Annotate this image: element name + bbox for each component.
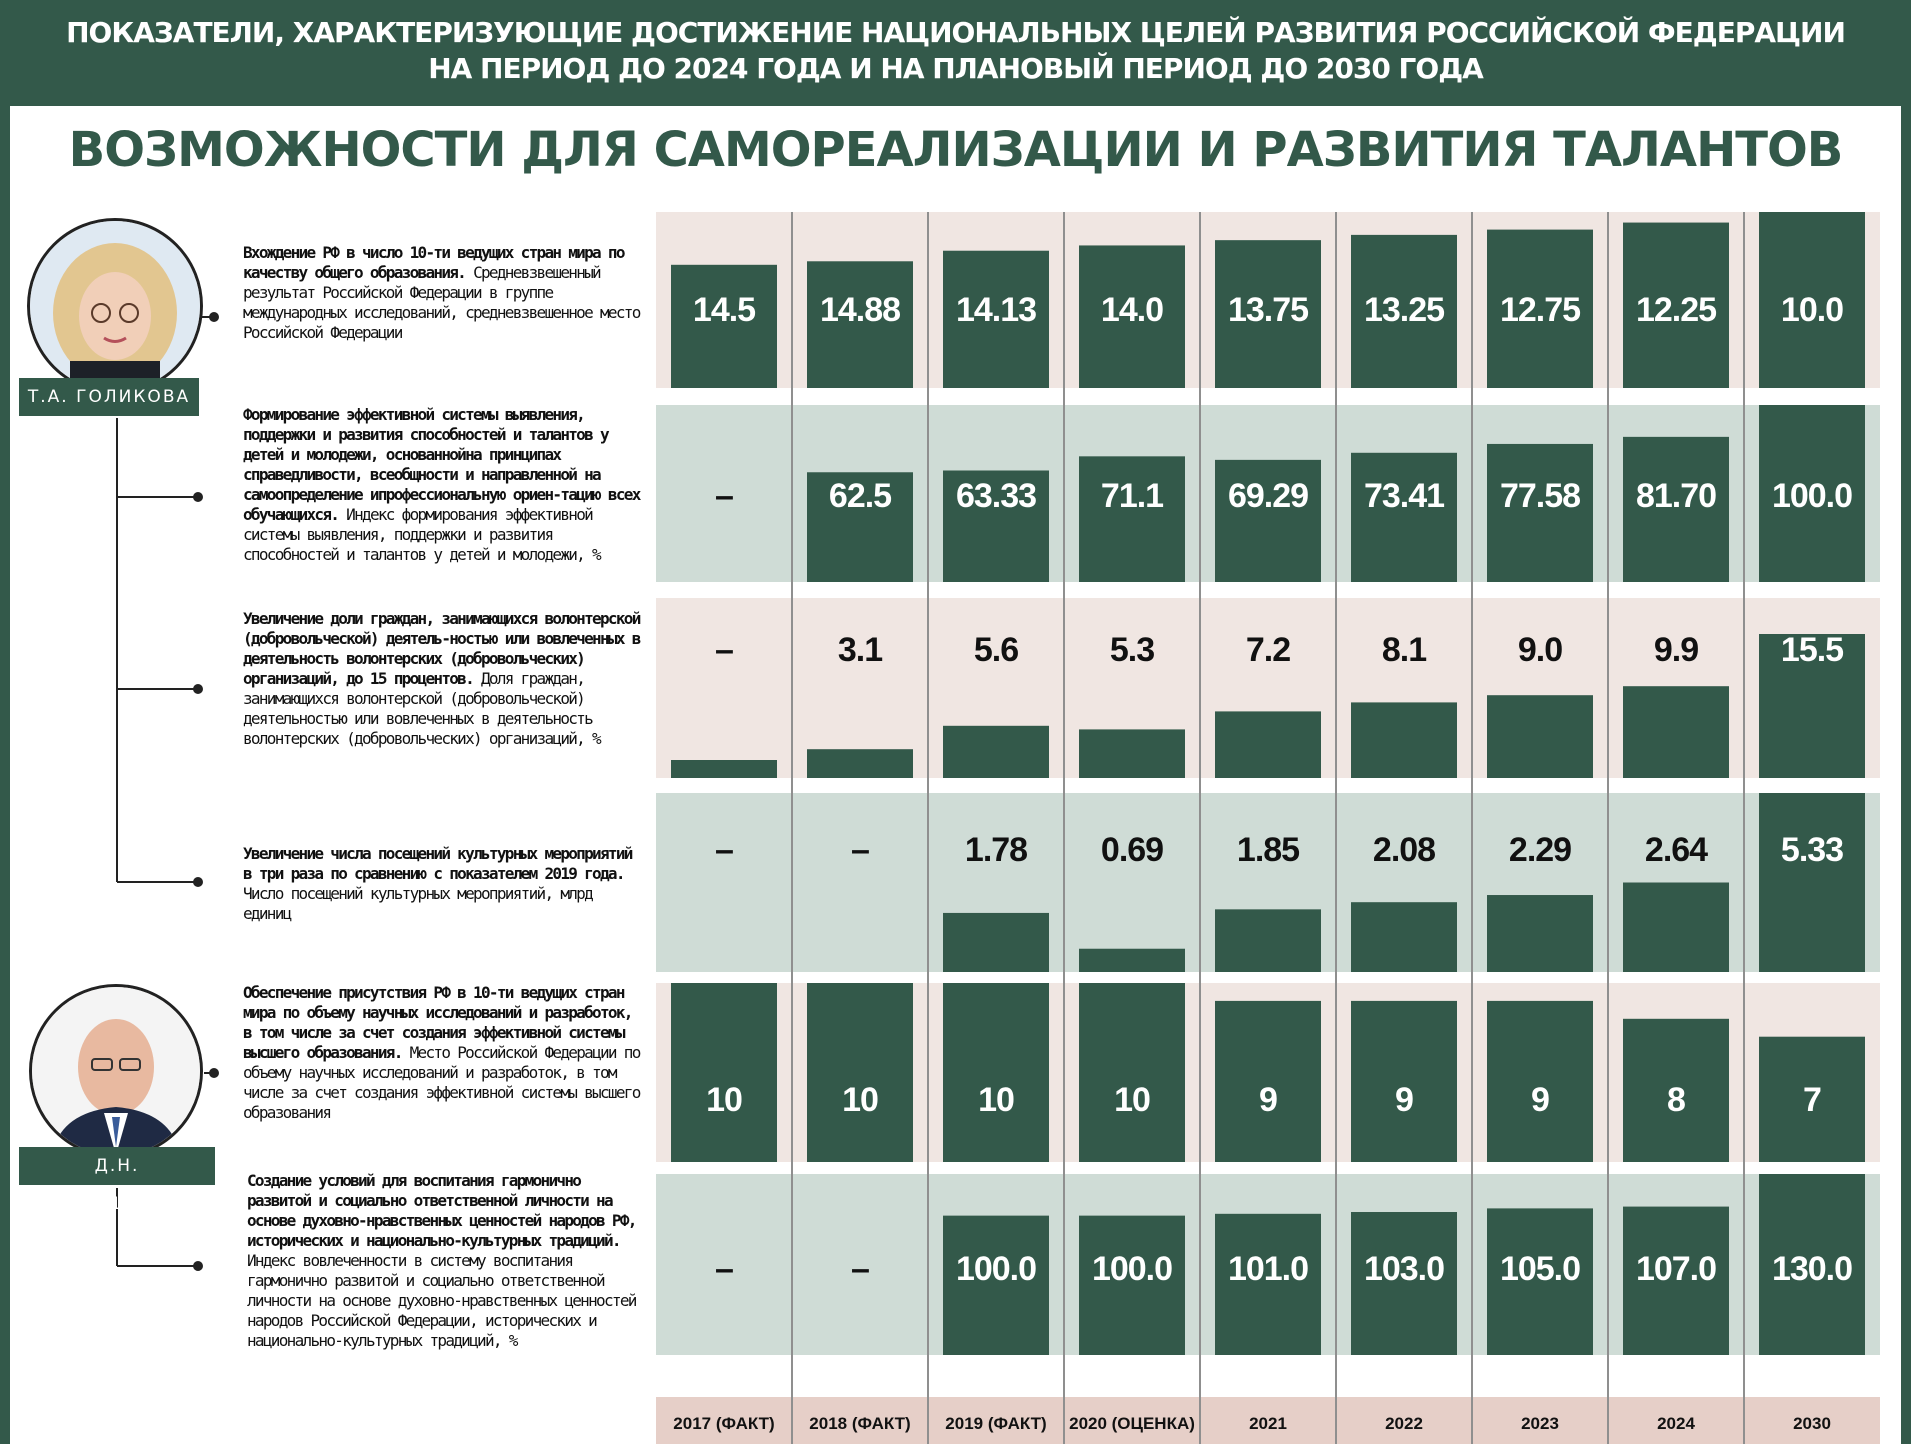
value-label-row-3-3: 5.6	[973, 631, 1019, 669]
value-label-row-3-1: –	[715, 631, 733, 669]
indicator-goal-6: Создание условий для воспитания гармонично развитой и социально ответственной личности на основе духовно-нравственных ценностей народов РФ, исторических и национально-культурных традиций.	[247, 1171, 636, 1250]
value-label-row-6-8: 107.0	[1635, 1250, 1717, 1288]
value-label-row-1-4: 14.0	[1100, 291, 1164, 329]
portrait-chernyshenko	[32, 987, 200, 1155]
value-label-row-3-9: 15.5	[1780, 631, 1844, 669]
bar-row-4-4	[1079, 949, 1185, 972]
bar-row-3-4	[1079, 729, 1185, 778]
connector-dot-row-5	[209, 1068, 219, 1078]
value-label-row-5-2: 10	[842, 1081, 878, 1119]
value-label-row-4-9: 5.33	[1780, 831, 1844, 869]
year-tick-label: 2023	[1521, 1414, 1559, 1433]
indicator-goal-1: Вхождение РФ в число 10-ти ведущих стран мира по качеству общего образования.	[243, 243, 624, 282]
indicator-description-6: Индекс вовлеченности в систему воспитания гармонично развитой и социально ответственной личности на основе духовно-нравственных ценностей народов Российской Федерации, исторических и национально-культурных традиций, %	[247, 1251, 636, 1350]
value-label-row-2-8: 81.70	[1635, 477, 1717, 515]
value-label-row-5-4: 10	[1114, 1081, 1150, 1119]
value-label-row-2-7: 77.58	[1499, 477, 1581, 515]
bar-row-3-1	[671, 760, 777, 778]
value-label-row-1-2: 14.88	[819, 291, 901, 329]
year-tick-label: 2020 (ОЦЕНКА)	[1069, 1414, 1195, 1433]
bar-row-5-2	[807, 983, 913, 1162]
bar-row-3-5	[1215, 711, 1321, 778]
value-label-row-1-5: 13.75	[1227, 291, 1309, 329]
indicator-text-4	[243, 844, 643, 924]
value-label-row-5-9: 7	[1803, 1081, 1821, 1119]
value-label-row-4-6: 2.08	[1372, 831, 1436, 869]
value-label-row-6-1: –	[715, 1250, 733, 1288]
value-label-row-4-3: 1.78	[964, 831, 1028, 869]
connector-dot-row-3	[193, 684, 203, 694]
value-label-row-2-4: 71.1	[1100, 477, 1164, 515]
value-label-row-6-2: –	[851, 1250, 869, 1288]
bar-row-2-4	[1079, 456, 1185, 582]
year-tick-label: 2022	[1385, 1414, 1423, 1433]
indicator-goal-3: Увеличение доли граждан, занимающихся волонтерской (добровольческой) деятель-ностью или вовлеченных в деятельность волонтерских (добровольческих) организаций, до 15 процентов.	[243, 609, 640, 688]
bar-row-3-6	[1351, 702, 1457, 778]
value-label-row-6-5: 101.0	[1227, 1250, 1309, 1288]
indicator-description-5: Место Российской Федерации по объему научных исследований и разработок, в том числе за счет создания эффективной системы высшего образования	[243, 1043, 640, 1122]
value-label-row-6-7: 105.0	[1499, 1250, 1581, 1288]
value-label-row-4-8: 2.64	[1644, 831, 1708, 869]
header-title-line-2: НА ПЕРИОД ДО 2024 ГОДА И НА ПЛАНОВЫЙ ПЕРИОД ДО 2030 ГОДА	[428, 52, 1483, 85]
bar-row-3-8	[1623, 686, 1729, 778]
name-tag-chernyshenko: Д.Н. ЧЕРНЫШЕНКО	[19, 1147, 215, 1185]
bar-row-4-5	[1215, 909, 1321, 972]
indicator-description-3: Доля граждан, занимающихся волонтерской (добровольческой) деятельностью или вовлеченных в деятельность волонтерских (добровольческих) организаций, %	[243, 669, 600, 748]
connector-dot-row-4	[193, 877, 203, 887]
value-label-row-2-2: 62.5	[828, 477, 892, 515]
value-label-row-3-8: 9.9	[1653, 631, 1699, 669]
value-label-row-1-8: 12.25	[1635, 291, 1717, 329]
bar-row-4-7	[1487, 895, 1593, 972]
value-label-row-2-1: –	[715, 477, 733, 515]
bar-row-2-6	[1351, 453, 1457, 582]
value-label-row-3-7: 9.0	[1517, 631, 1563, 669]
bar-row-4-6	[1351, 902, 1457, 972]
indicator-goal-4: Увеличение числа посещений культурных мероприятий в три раза по сравнению с показателем 2019 года.	[243, 844, 632, 883]
value-label-row-4-7: 2.29	[1508, 831, 1572, 869]
bar-row-3-2	[807, 749, 913, 778]
year-tick-label: 2030	[1793, 1414, 1831, 1433]
value-label-row-6-6: 103.0	[1363, 1250, 1445, 1288]
connector-dots-layer	[193, 312, 219, 1271]
value-label-row-6-4: 100.0	[1091, 1250, 1173, 1288]
indicator-text-3	[243, 609, 643, 749]
value-label-row-4-4: 0.69	[1100, 831, 1164, 869]
year-tick-label: 2018 (ФАКТ)	[809, 1414, 911, 1433]
bar-row-5-3	[943, 983, 1049, 1162]
portrait-golikova	[30, 221, 200, 391]
connector-dot-row-2	[193, 492, 203, 502]
bar-row-4-9	[1759, 793, 1865, 972]
value-label-row-1-7: 12.75	[1499, 291, 1581, 329]
year-tick-label: 2021	[1249, 1414, 1287, 1433]
value-label-row-5-6: 9	[1395, 1081, 1413, 1119]
value-label-row-5-7: 9	[1531, 1081, 1549, 1119]
connector-dot-row-6	[193, 1261, 203, 1271]
indicator-text-6	[247, 1171, 647, 1351]
value-label-row-3-5: 7.2	[1245, 631, 1291, 669]
value-label-row-1-3: 14.13	[955, 291, 1037, 329]
name-tag-golikova: Т.А. ГОЛИКОВА	[19, 378, 199, 416]
value-label-row-3-6: 8.1	[1381, 631, 1427, 669]
value-label-row-3-4: 5.3	[1109, 631, 1155, 669]
bar-row-5-1	[671, 983, 777, 1162]
indicator-goal-2: Формирование эффективной системы выявления, поддержки и развития способностей и талантов у детей и молодежи, основаннойна принципах справедливости, всеобщности и направленной на самоопределение ипрофессиональную ориен-тацию всех обучающихся.	[243, 405, 640, 524]
bar-row-4-8	[1623, 883, 1729, 973]
value-label-row-2-6: 73.41	[1363, 477, 1445, 515]
indicator-text-2	[243, 405, 643, 565]
indicator-goal-5: Обеспечение присутствия РФ в 10-ти ведущих стран мира по объему научных исследований и разработок, в том числе за счет создания эффективной системы высшего образования.	[243, 983, 632, 1062]
connector-dot-row-1	[209, 312, 219, 322]
indicator-description-4: Число посещений культурных мероприятий, млрд единиц	[243, 884, 593, 923]
avatar-chernyshenko	[29, 984, 203, 1158]
value-label-row-2-5: 69.29	[1227, 477, 1309, 515]
page-title: ВОЗМОЖНОСТИ ДЛЯ САМОРЕАЛИЗАЦИИ И РАЗВИТИЯ ТАЛАНТОВ	[68, 122, 1843, 178]
value-label-row-2-9: 100.0	[1771, 477, 1853, 515]
avatar-golikova	[27, 218, 203, 394]
bar-row-3-3	[943, 726, 1049, 778]
year-tick-label: 2024	[1657, 1414, 1695, 1433]
bar-row-4-3	[943, 913, 1049, 972]
bar-row-3-7	[1487, 695, 1593, 778]
value-label-row-4-1: –	[715, 831, 733, 869]
indicator-description-2: Индекс формирования эффективной системы выявления, поддержки и развития способностей и талантов у детей и молодежи, %	[243, 505, 600, 564]
value-label-row-1-6: 13.25	[1363, 291, 1445, 329]
value-label-row-3-2: 3.1	[837, 631, 883, 669]
value-label-row-2-3: 63.33	[955, 477, 1037, 515]
value-label-row-1-1: 14.5	[692, 291, 756, 329]
value-label-row-6-3: 100.0	[955, 1250, 1037, 1288]
value-label-row-5-8: 8	[1667, 1081, 1685, 1119]
value-label-row-4-2: –	[851, 831, 869, 869]
year-tick-label: 2019 (ФАКТ)	[945, 1414, 1047, 1433]
indicator-text-5	[243, 983, 643, 1123]
header-title-line-1: ПОКАЗАТЕЛИ, ХАРАКТЕРИЗУЮЩИЕ ДОСТИЖЕНИЕ НАЦИОНАЛЬНЫХ ЦЕЛЕЙ РАЗВИТИЯ РОССИЙСКОЙ ФЕДЕРАЦИИ	[66, 16, 1845, 49]
value-label-row-5-5: 9	[1259, 1081, 1277, 1119]
indicator-description-1: Средневзвешенный результат Российской Федерации в группе международных исследований, средневзвешенное место Российской Федерации	[243, 263, 640, 342]
value-label-row-5-1: 10	[706, 1081, 742, 1119]
bar-row-5-4	[1079, 983, 1185, 1162]
value-label-row-1-9: 10.0	[1780, 291, 1844, 329]
indicator-text-1	[243, 243, 643, 343]
value-label-row-6-9: 130.0	[1771, 1250, 1853, 1288]
year-tick-label: 2017 (ФАКТ)	[673, 1414, 775, 1433]
value-label-row-4-5: 1.85	[1236, 831, 1300, 869]
value-label-row-5-3: 10	[978, 1081, 1014, 1119]
